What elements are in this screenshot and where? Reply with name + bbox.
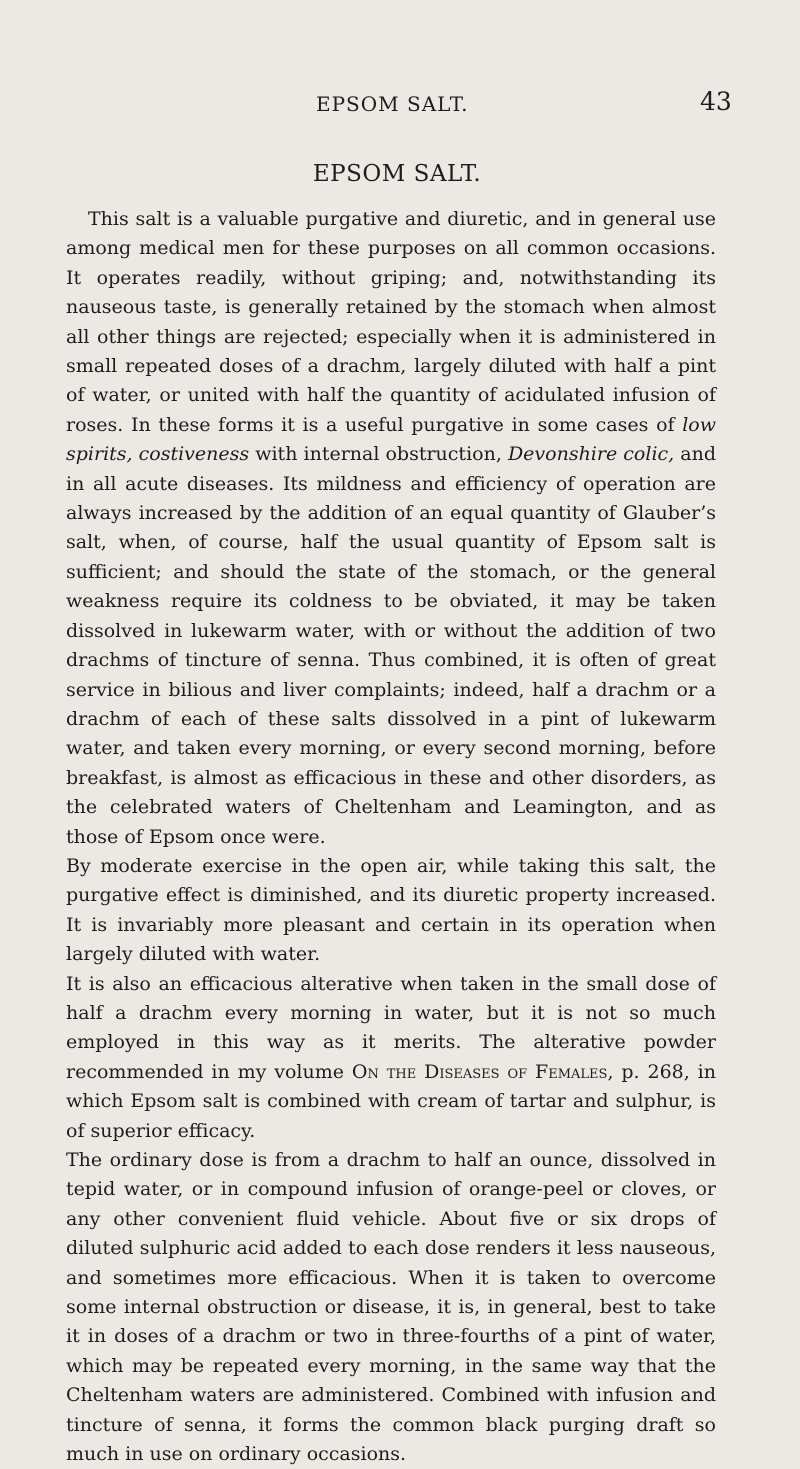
running-head [0,78,800,118]
paragraph-1-text-b: with internal obstruction, [249,443,508,466]
paragraph-3-text-b: , p. 268, in which Epsom salt is combined with cream of tartar and sulphur, is of superior efficacy. [66,1060,716,1142]
page-number: 43 [700,87,732,116]
paragraph-1-italic-b: Devonshire colic, [507,443,675,466]
paragraph-1-text-a: This salt is a valuable purgative and diuretic, and in general use among medical men for these purposes on all common occasions. It operates readily, without griping; and, notwithstanding its nauseous taste, is generally retained by the stomach when almost all other things are rejected; especially when it is administered in small repeated doses of a drachm, largely diluted with half a pint of water, or united with half the quantity of acidulated infusion of roses. In these forms it is a useful purgative in some cases of [66,208,716,436]
paragraph-4: The ordinary dose is from a drachm to half an ounce, dissolved in tepid water, or in compound infusion of orange-peel or cloves, or any other convenient fluid vehicle. About five or six drops of diluted sulphuric acid added to each dose renders it less nauseous, and sometimes more efficacious. When it is taken to overcome some internal obstruction or disease, it is, in general, best to take it in doses of a drachm or two in three-fourths of a pint of water, which may be repeated every morning, in the same way that the Cheltenham waters are administered. Combined with infusion and tincture of senna, it forms the common black purging draft so much in use on ordinary occasions. [66,1149,716,1466]
paragraph-3-text-a: It is also an efficacious alterative when taken in the small dose of half a drachm every morning in water, but it is not so much employed in this way as it merits. The alterative powder recommended in my volume [66,972,716,1083]
paragraph-3-book-title: On the Diseases of Females [351,1060,608,1083]
paragraph-1 [66,205,716,852]
paragraph-3 [66,970,716,1146]
article-title: EPSOM SALT. [312,161,482,187]
running-head-title: EPSOM SALT. [316,92,469,116]
paragraph-1-italic-a: low spirits, costiveness [66,413,716,466]
paragraph-2: By moderate exercise in the open air, while taking this salt, the purgative effect is diminished, and its diuretic property increased. It is invariably more pleasant and certain in its operation when largely diluted with water. [66,854,716,966]
article-body [66,205,716,1469]
paragraph-1-text-c: and in all acute diseases. Its mildness and efficiency of operation are always increased by the addition of an equal quantity of Glauber’s salt, when, of course, half the usual quantity of Epsom salt is sufficient; and should the state of the stomach, or the general weakness require its coldness to be obviated, it may be taken dissolved in lukewarm water, with or without the addition of two drachms of tincture of senna. Thus combined, it is often of great service in bilious and liver complaints; indeed, half a drachm or a drachm of each of these salts dissolved in a pint of lukewarm water, and taken every morning, or every second morning, before breakfast, is almost as efficacious in these and other disorders, as the celebrated waters of Cheltenham and Leamington, and as those of Epsom once were. [66,443,716,848]
